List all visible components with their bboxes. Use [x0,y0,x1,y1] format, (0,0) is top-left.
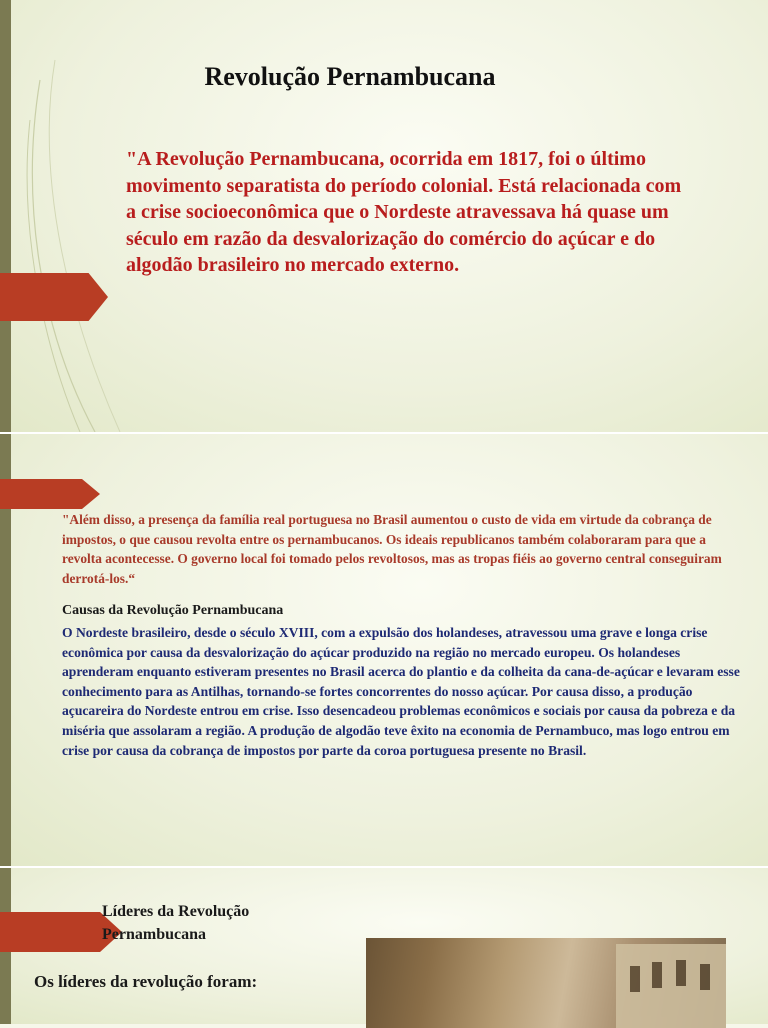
intro-quote: "A Revolução Pernambucana, ocorrida em 1817, foi o último movimento separatista do período colonial. Está relacionada com a crise socioeconômica que o Nordeste atravessava há quase um século em razão da desvalorização do comércio do açúcar e do algodão brasileiro no mercado externo. [126,148,682,277]
causes-heading: Causas da Revolução Pernambucana [62,603,284,618]
painting-window [676,960,686,986]
slide-1 [0,0,768,432]
painting-window [652,962,662,988]
red-chevron-marker [0,273,108,321]
causes-body: O Nordeste brasileiro, desde o século XVIII, com a expulsão dos holandeses, atravessou uma grave e longa crise econômica por causa da desvalorização do açúcar produzido na região no mercado europeu. Os holandeses aprenderam enquanto estiveram presentes no Brasil acerca do plantio e da colheita da cana-de-açúcar e levaram esse conhecimento para as Antilhas, tornando-se fortes concorrentes do nosso açúcar. Por causa disso, a produção açucareira do Nordeste entrou em crise. Isso desencadeou problemas econômicos e sociais por causa da pobreza e da miséria que assolaram a região. A produção de algodão teve êxito na economia de Pernambuco, mas logo entrou em crise por causa da cobrança de impostos por parte da coroa portuguesa presente no Brasil. [62,625,740,758]
painting-window [700,964,710,990]
leaders-heading: Líderes da Revolução Pernambucana [102,903,250,943]
leaders-intro: Os líderes da revolução foram: [34,972,258,991]
painting-window [630,966,640,992]
historical-painting-image [366,938,726,1028]
slide-title: Revolução Pernambucana [204,62,496,91]
red-chevron-marker [0,479,100,509]
painting-building [616,944,726,1028]
royal-family-quote: "Além disso, a presença da família real portuguesa no Brasil aumentou o custo de vida em virtude da cobrança de impostos, o que causou revolta entre os pernambucanos. Os ideais republicanos também colaboraram para que a revolta acontecesse. O governo local foi tomado pelos revoltosos, mas as tropas fiéis ao governo central conseguiram derrotá-los.“ [62,512,722,586]
